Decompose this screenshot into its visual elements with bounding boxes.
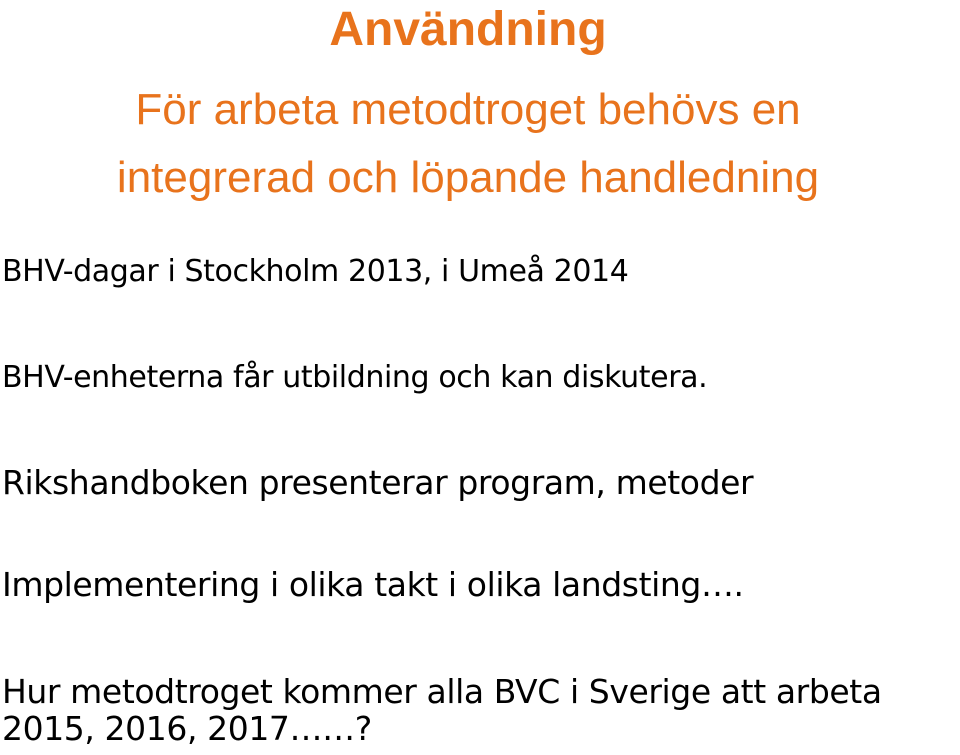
body-line-implementering: Implementering i olika takt i olika landsting…. [2,565,744,604]
body-line-years: 2015, 2016, 2017……? [2,709,372,748]
subtitle-line-1: För arbeta metodtroget behövs en [135,85,801,134]
body-line-question: Hur metodtroget kommer alla BVC i Sverige att arbeta [2,672,882,711]
body-line-rikshandboken: Rikshandboken presenterar program, metoder [2,463,754,502]
body-line-bhv-enheterna: BHV-enheterna får utbildning och kan diskutera. [2,360,708,395]
body-line-bhv-dagar: BHV-dagar i Stockholm 2013, i Umeå 2014 [2,254,629,289]
slide-title: Användning [329,3,607,56]
slide-subtitle [0,76,936,212]
subtitle-line-2: integrerad och löpande handledning [116,153,820,202]
